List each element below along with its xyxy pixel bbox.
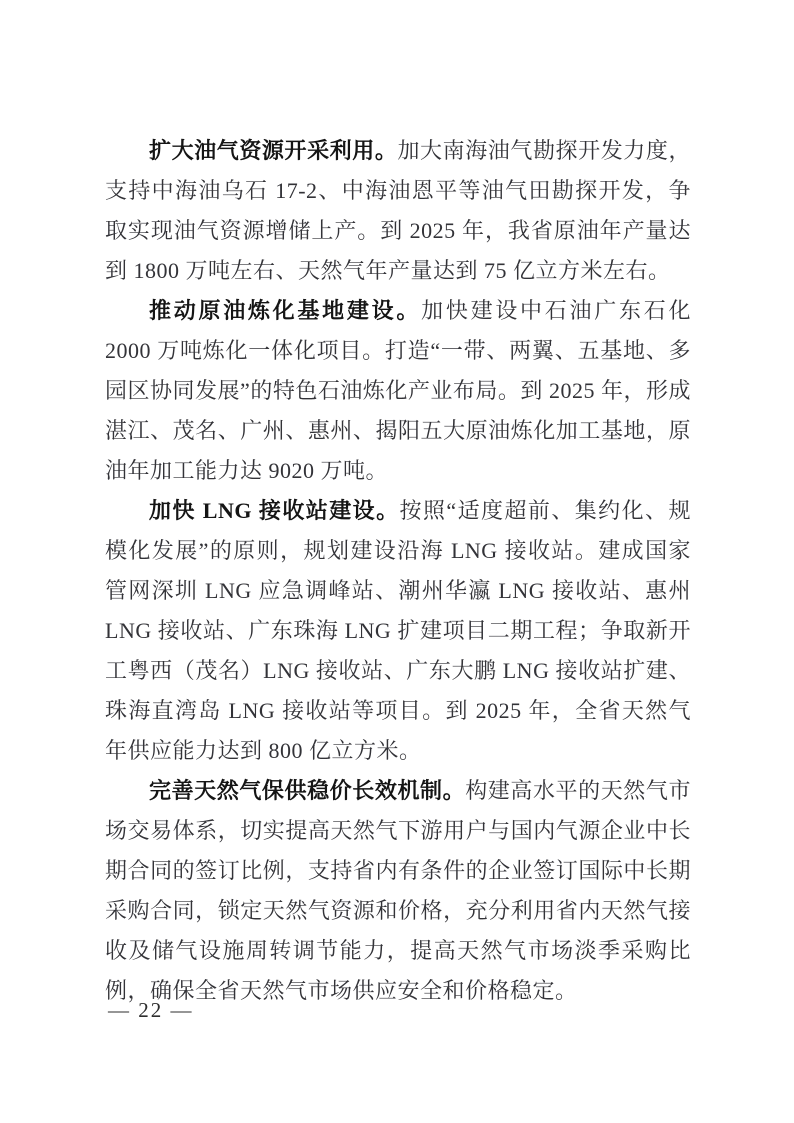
- paragraph-lead: 推动原油炼化基地建设。: [149, 298, 422, 323]
- paragraph-lead: 加快 LNG 接收站建设。: [149, 498, 400, 523]
- paragraph-lead: 扩大油气资源开采利用。: [149, 138, 398, 163]
- paragraph-lead: 完善天然气保供稳价长效机制。: [149, 778, 466, 803]
- paragraph-body: 按照“适度超前、集约化、规模化发展”的原则，规划建设沿海 LNG 接收站。建成国家管网深圳 LNG 应急调峰站、潮州华瀛 LNG 接收站、惠州 LNG 接收站、广东珠海 LNG 扩建项目二期工程；争取新开工粤西（茂名）LNG 接收站、广东大鹏 LNG 接收站扩建、珠海直湾岛 LNG 接收站等项目。到 2025 年，全省天然气年供应能力达到 800 亿立方米。: [105, 498, 691, 763]
- paragraph-oil-gas-extraction: [105, 131, 691, 291]
- paragraph-lng-terminal: [105, 491, 691, 771]
- paragraph-body: 构建高水平的天然气市场交易体系，切实提高天然气下游用户与国内气源企业中长期合同的签订比例，支持省内有条件的企业签订国际中长期采购合同，锁定天然气资源和价格，充分利用省内天然气接收及储气设施周转调节能力，提高天然气市场淡季采购比例，确保全省天然气市场供应安全和价格稳定。: [105, 778, 691, 1003]
- page-number: — 22 —: [108, 998, 194, 1022]
- paragraph-body: 加大南海油气勘探开发力度，支持中海油乌石 17-2、中海油恩平等油气田勘探开发，争取实现油气资源增储上产。到 2025 年，我省原油年产量达到 1800 万吨左右、天然气年产量达到 75 亿立方米左右。: [105, 138, 691, 283]
- paragraph-crude-refining-base: [105, 291, 691, 491]
- document-body: [105, 131, 691, 1011]
- paragraph-gas-supply-mechanism: [105, 771, 691, 1011]
- paragraph-body: 加快建设中石油广东石化 2000 万吨炼化一体化项目。打造“一带、两翼、五基地、多园区协同发展”的特色石油炼化产业布局。到 2025 年，形成湛江、茂名、广州、惠州、揭阳五大原油炼化加工基地，原油年加工能力达 9020 万吨。: [105, 298, 691, 483]
